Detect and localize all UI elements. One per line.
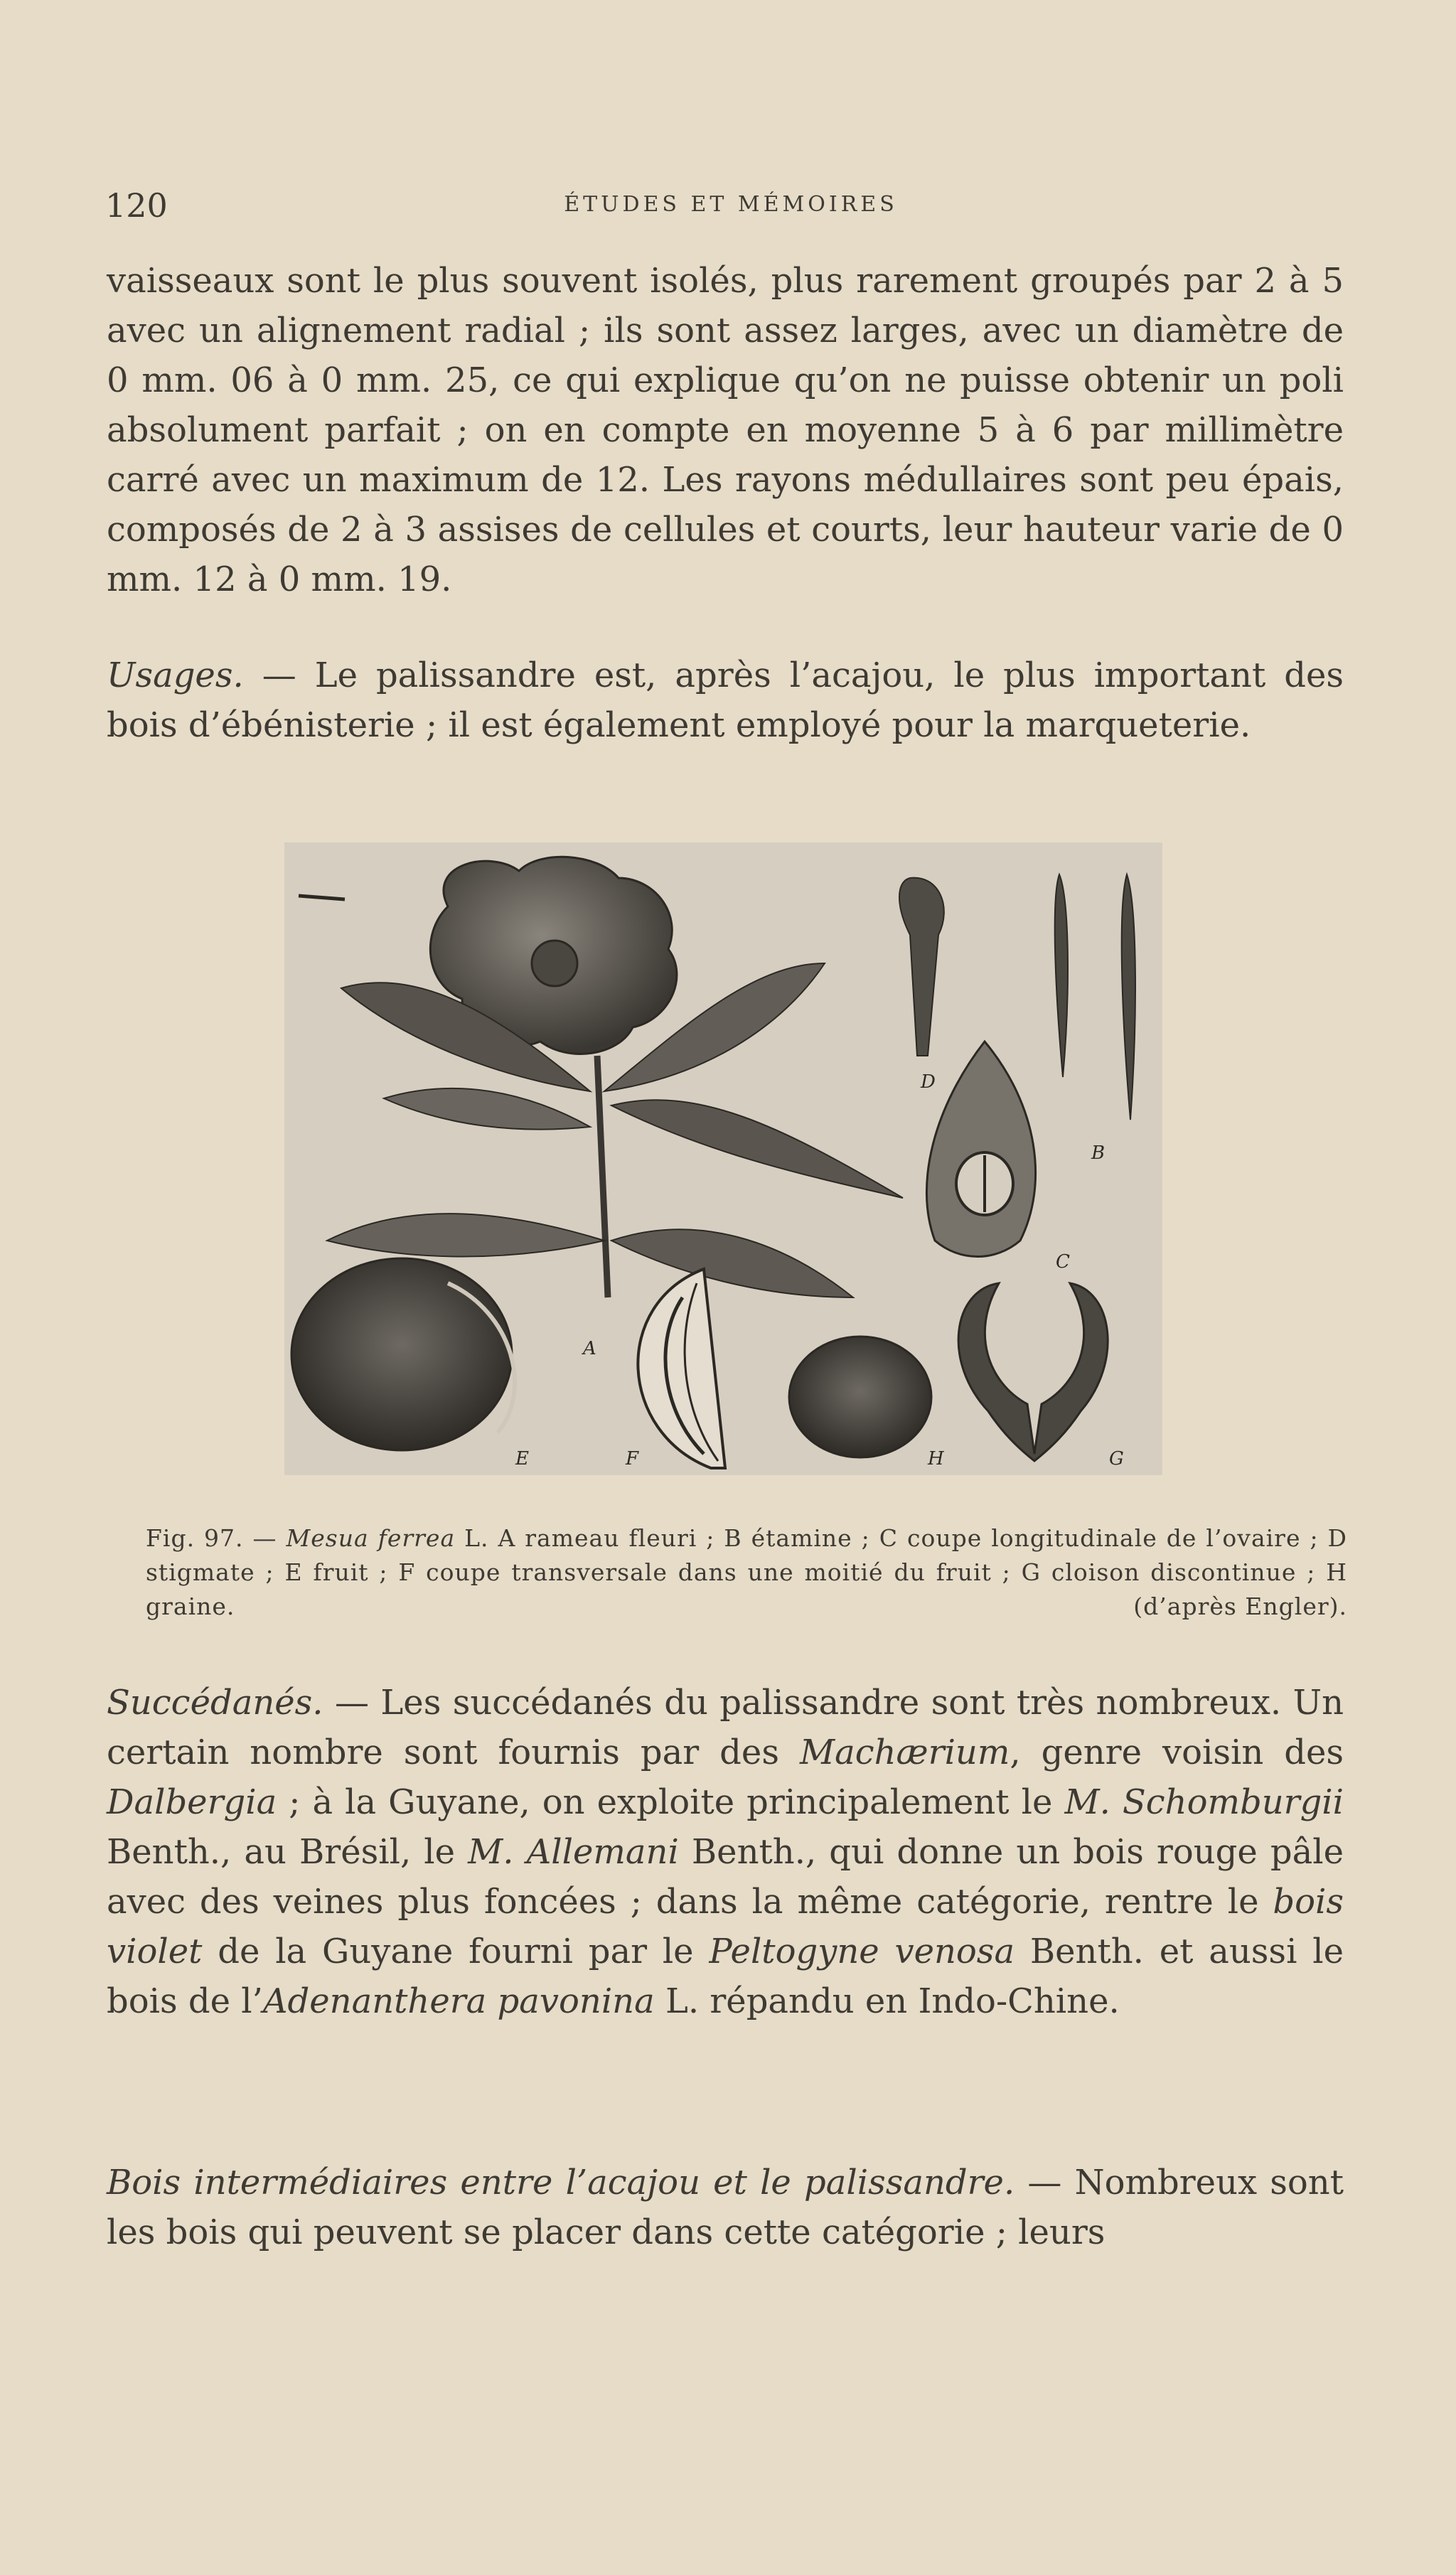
figure-label-c: C <box>1056 1251 1070 1273</box>
figure-label-b: B <box>1091 1142 1106 1164</box>
botanical-figure <box>284 842 1162 1475</box>
paragraph-intermediaires-text <box>107 2158 1344 2257</box>
fruit-drawing <box>291 1258 515 1450</box>
paragraph-vessels-text: vaisseaux sont le plus souvent isolés, plus rarement groupés par 2 à 5 avec un alignement radial ; ils sont assez larges, avec un diamètre de 0 mm. 06 à 0 mm. 25, ce qui explique qu’on ne puisse obtenir un poli absolument parfait ; on en compte en moyenne 5 à 6 par millimètre carré avec un maximum de 12. Les rayons médullaires sont peu épais, composés de 2 à 3 assises de cellules et courts, leur hauteur varie de 0 mm. 12 à 0 mm. 19. <box>107 261 1344 599</box>
species-peltogyne-venosa: Peltogyne venosa <box>709 1932 1015 1971</box>
page-number: 120 <box>105 186 168 225</box>
caption-prefix: Fig. 97. — <box>146 1524 287 1552</box>
genus-dalbergia: Dalbergia <box>107 1782 277 1822</box>
running-title: ÉTUDES ET MÉMOIRES <box>564 192 898 217</box>
usages-body: — Le palissandre est, après l’acajou, le plus important des bois d’ébénisterie ; il est également employé pour la marqueterie. <box>107 655 1344 745</box>
paragraph-succedanes <box>107 1678 1344 2026</box>
usages-heading: Usages. <box>107 655 244 695</box>
species-adenanthera-pavonina: Adenanthera pavonina <box>262 1981 655 2021</box>
species-m-schomburgii: M. Schomburgii <box>1064 1782 1344 1822</box>
paragraph-intermediaires <box>107 2158 1344 2257</box>
species-m-allemani: M. Allemani <box>468 1832 679 1872</box>
caption-species: Mesua ferrea <box>286 1524 456 1552</box>
seed-drawing <box>789 1337 931 1457</box>
figure-label-h: H <box>928 1448 944 1469</box>
succedanes-text-5: Benth., qui donne un bois rouge pâle avec des veines plus foncées ; dans la même catégorie, rentre le <box>107 1832 1344 1922</box>
caption-source: (d’après Engler). <box>1133 1592 1347 1620</box>
figure-label-e: E <box>515 1448 529 1469</box>
paragraph-usages <box>107 651 1344 750</box>
succedanes-heading: Succédanés. <box>107 1683 323 1723</box>
paragraph-usages-text <box>107 651 1344 750</box>
genus-machaerium: Machærium <box>799 1733 1010 1772</box>
mesua-ferrea-illustration <box>284 842 1162 1475</box>
succedanes-text-7: Benth. et aussi le bois de l’ <box>107 1932 1344 2021</box>
succedanes-text-6: de la Guyane fourni par le <box>202 1932 710 1971</box>
succedanes-text-8: L. répandu en Indo-Chine. <box>654 1981 1120 2021</box>
figure-caption <box>146 1521 1347 1624</box>
figure-label-d: D <box>921 1071 936 1093</box>
figure-label-g: G <box>1109 1448 1124 1469</box>
intermediaires-body: — Nombreux sont les bois qui peuvent se placer dans cette catégorie ; leurs <box>107 2163 1344 2252</box>
term-bois-violet: bois violet <box>107 1882 1344 1971</box>
intermediaires-heading: Bois intermédiaires entre l’acajou et le palissandre. <box>107 2163 1015 2202</box>
succedanes-text-2: , genre voisin des <box>1010 1733 1344 1772</box>
succedanes-text-1: — Les succédanés du palissandre sont très nombreux. Un certain nombre sont fournis par des <box>107 1683 1344 1772</box>
caption-text: L. A rameau fleuri ; B étamine ; C coupe longitudinale de l’ovaire ; D stigmate ; E fruit ; F coupe transversale dans une moitié du fruit ; G cloison discontinue ; H graine. <box>146 1524 1348 1620</box>
page-header <box>105 186 1356 229</box>
succedanes-text-3: ; à la Guyane, on exploite principalement le <box>277 1782 1065 1822</box>
succedanes-text-4: Benth., au Brésil, le <box>107 1832 469 1872</box>
paragraph-vessels <box>107 256 1344 604</box>
paragraph-succedanes-text <box>107 1678 1344 2026</box>
figure-label-f: F <box>626 1448 639 1469</box>
figure-label-a: A <box>583 1338 596 1359</box>
